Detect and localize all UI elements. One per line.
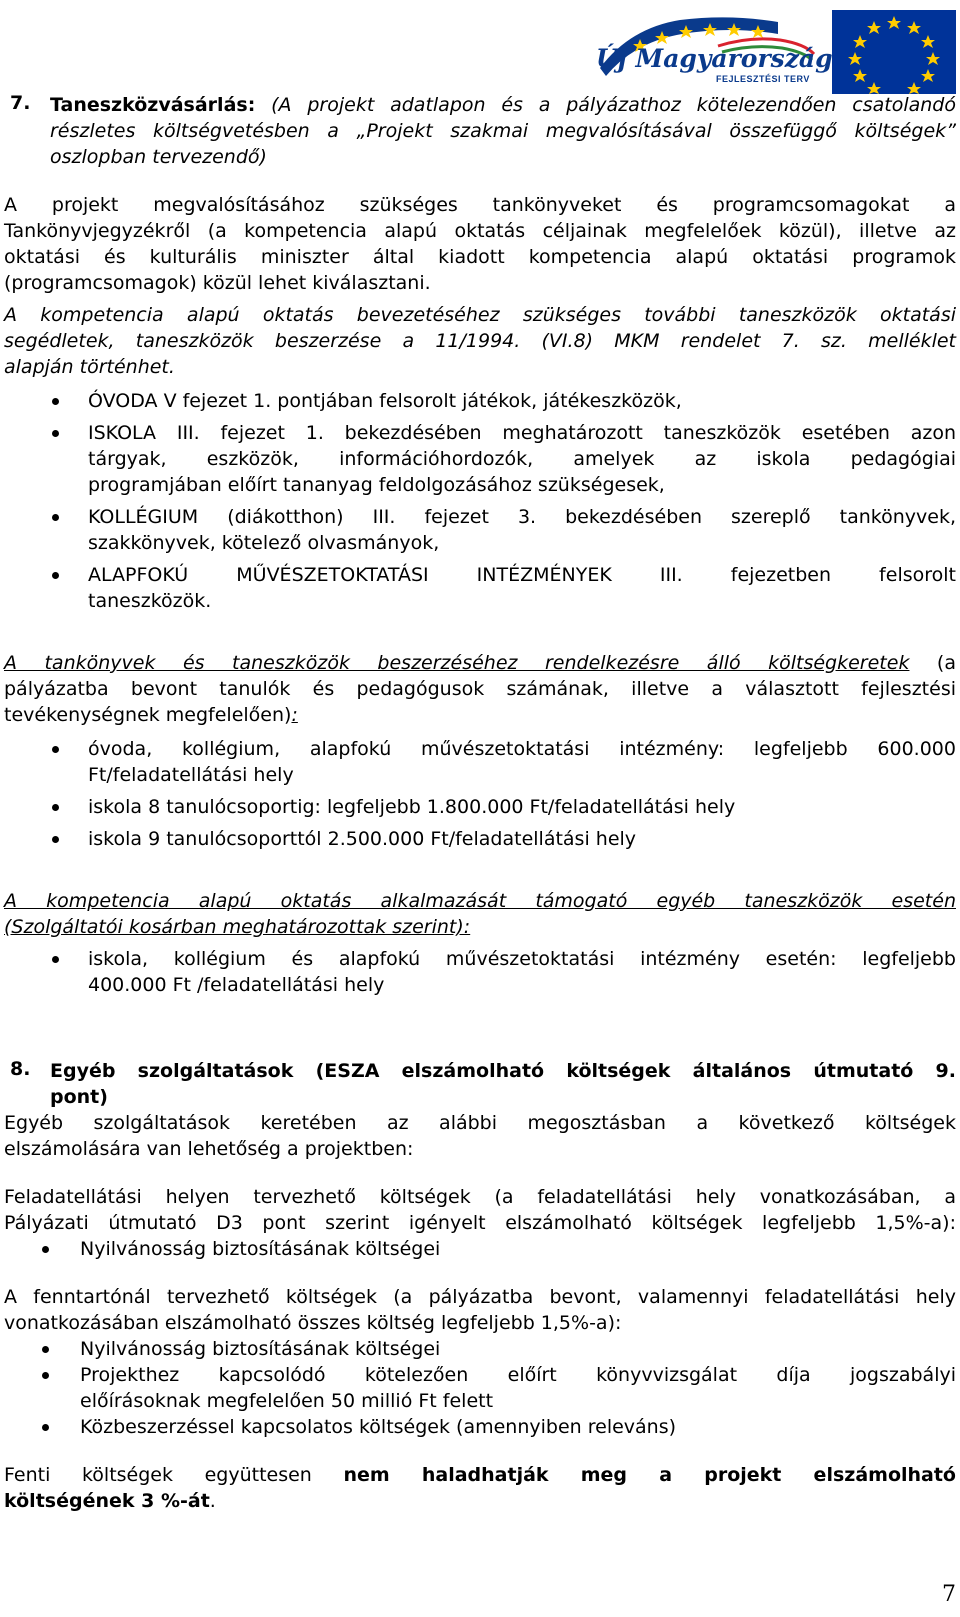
other-tools-list (4, 946, 956, 998)
section-7-note-line: részletes költségvetésben a „Projekt szakmai megvalósításával összefüggő költségek” (50, 120, 956, 142)
section-7-note-line: oszlopban tervezendő) (50, 146, 267, 168)
section-7-note: (A projekt adatlapon és a pályázathoz kötelezendően csatolandó (271, 94, 956, 116)
bullet-icon (42, 1372, 49, 1379)
bullet-icon (52, 746, 59, 753)
paragraph-line: Pályázati útmutató D3 pont szerint igényelt elszámolható költségek legfeljebb 1,5%-a): (4, 1212, 956, 1234)
list-item: iskola 9 tanulócsoporttól 2.500.000 Ft/feladatellátási hely (4, 826, 956, 852)
paragraph-line: Tankönyvjegyzékről (a kompetencia alapú oktatás céljainak megfelelőek közül), illetve az (4, 220, 956, 242)
bullet-icon (42, 1424, 49, 1431)
list-item: Nyilvánosság biztosításának költségei (4, 1236, 956, 1262)
list-item: Közbeszerzéssel kapcsolatos költségek (amennyiben releváns) (4, 1414, 956, 1440)
paragraph-line: tevékenységnek megfelelően): (4, 704, 298, 726)
list-item: Projekthez kapcsolódó kötelezően előírt könyvvizsgálat díja jogszabályi előírásoknak megfelelően 50 millió Ft felett (4, 1362, 956, 1414)
bullet-icon (42, 1246, 49, 1253)
logo-title: Új Magyarország (596, 44, 833, 73)
paragraph-line: segédletek, taneszközök beszerzése a 11/1994. (VI.8) MKM rendelet 7. sz. melléklet (4, 330, 956, 352)
page-number: 7 (942, 1582, 956, 1607)
section-8-number: 8. (10, 1058, 31, 1080)
bullet-icon (52, 836, 59, 843)
paragraph-line: alapján történhet. (4, 356, 175, 378)
paragraph-line: Feladatellátási helyen tervezhető költségek (a feladatellátási hely vonatkozásában, a (4, 1186, 956, 1208)
taneszkoz-list (4, 388, 956, 614)
paragraph-line: (programcsomagok) közül lehet kiválasztani. (4, 272, 431, 294)
other-tools-heading: A kompetencia alapú oktatás alkalmazását támogató egyéb taneszközök esetén (4, 890, 956, 912)
bullet-icon (52, 398, 59, 405)
paragraph-line: Egyéb szolgáltatások keretében az alábbi megosztásban a következő költségek (4, 1112, 956, 1134)
list-item: ISKOLA III. fejezet 1. bekezdésében meghatározott taneszközök esetében azon tárgyak, eszközök, információhordozók, amelyek az iskola pedagógiai programjában előírt tananyag feldolgozásához szükségesek, (4, 420, 956, 498)
paragraph-line: pályázatba bevont tanulók és pedagógusok számának, illetve a választott fejlesztési (4, 678, 956, 700)
bullet-icon (52, 514, 59, 521)
list-item: Nyilvánosság biztosításának költségei (4, 1336, 956, 1362)
list-item: ÓVODA V fejezet 1. pontjában felsorolt játékok, játékeszközök, (4, 388, 956, 414)
budget-list (4, 736, 956, 852)
logo-subtitle: FEJLESZTÉSI TERV (716, 74, 810, 84)
feladatellatasi-list (4, 1236, 956, 1262)
list-item: iskola 8 tanulócsoportig: legfeljebb 1.800.000 Ft/feladatellátási hely (4, 794, 956, 820)
uj-magyarorszag-logo (596, 6, 956, 94)
summary-line: Fenti költségek együttesen nem haladhatják meg a projekt elszámolható (4, 1464, 956, 1486)
fenntarto-list (4, 1336, 956, 1440)
list-item: KOLLÉGIUM (diákotthon) III. fejezet 3. bekezdésében szereplő tankönyvek, szakkönyvek, kötelező olvasmányok, (4, 504, 956, 556)
paragraph-line: A projekt megvalósításához szükséges tankönyveket és programcsomagokat a (4, 194, 956, 216)
document-page (4, 92, 956, 1514)
section-7-heading (4, 92, 956, 170)
paragraph-line: A fenntartónál tervezhető költségek (a pályázatba bevont, valamennyi feladatellátási hely (4, 1286, 956, 1308)
bullet-icon (52, 804, 59, 811)
bullet-icon (42, 1346, 49, 1353)
bullet-icon (52, 956, 59, 963)
budget-heading: A tankönyvek és taneszközök beszerzéséhez rendelkezésre álló költségkeretek (a (4, 652, 956, 674)
section-7-number: 7. (10, 92, 31, 114)
section-7-title: Taneszközvásárlás: (50, 94, 256, 116)
section-8-heading: 8. Egyéb szolgáltatások (ESZA elszámolható költségek általános útmutató 9. pont) (4, 1058, 956, 1110)
list-item: iskola, kollégium és alapfokú művészetoktatási intézmény esetén: legfeljebb 400.000 Ft /feladatellátási hely (4, 946, 956, 998)
other-tools-heading: (Szolgáltatói kosárban meghatározottak szerint): (4, 916, 471, 938)
summary-line: költségének 3 %-át. (4, 1490, 216, 1512)
paragraph-line: elszámolására van lehetőség a projektben: (4, 1138, 414, 1160)
bullet-icon (52, 430, 59, 437)
list-item: ALAPFOKÚ MŰVÉSZETOKTATÁSI INTÉZMÉNYEK III. fejezetben felsorolt taneszközök. (4, 562, 956, 614)
paragraph-line: oktatási és kulturális miniszter által kiadott kompetencia alapú oktatási programok (4, 246, 956, 268)
bullet-icon (52, 572, 59, 579)
list-item: óvoda, kollégium, alapfokú művészetoktatási intézmény: legfeljebb 600.000 Ft/feladatellátási hely (4, 736, 956, 788)
paragraph-line: A kompetencia alapú oktatás bevezetéséhez szükséges további taneszközök oktatási (4, 304, 956, 326)
paragraph-line: vonatkozásában elszámolható összes költség legfeljebb 1,5%-a): (4, 1312, 622, 1334)
